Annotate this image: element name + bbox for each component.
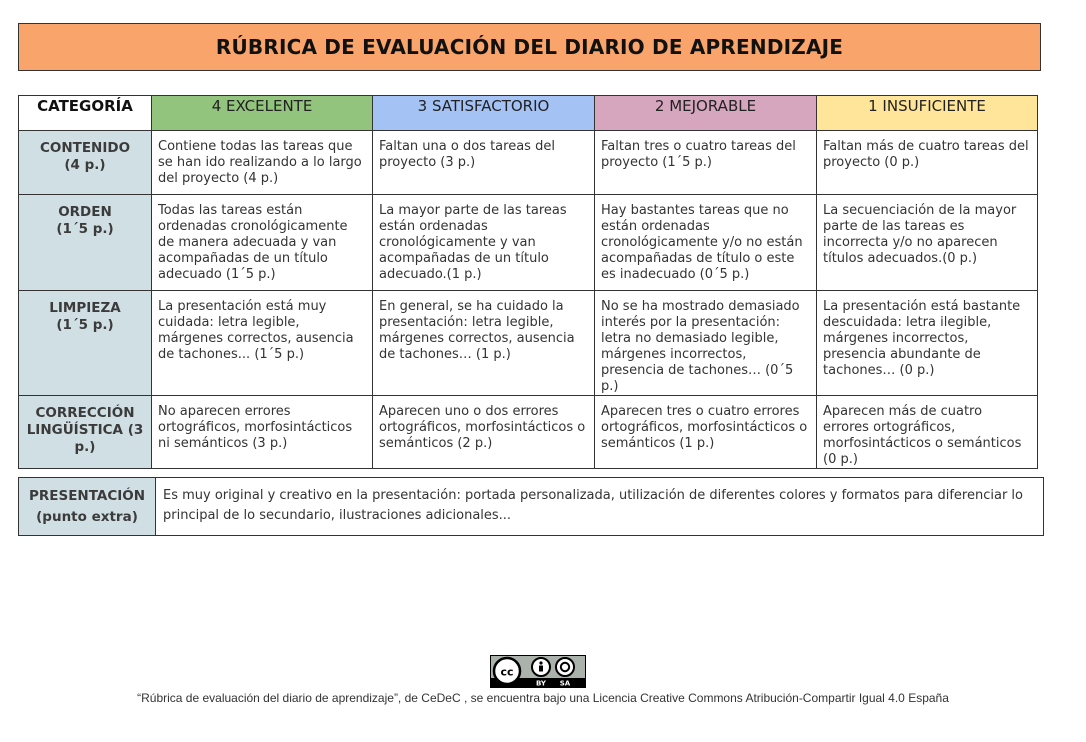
rubric-cell: La presentación está muy cuidada: letra legible, márgenes correctos, ausencia de tachones... (1´5 p.) [152, 291, 373, 396]
row-category-correccion [19, 396, 152, 469]
license-notice: “Rúbrica de evaluación del diario de aprendizaje”, de CeDeC , se encuentra bajo una Licencia Creative Commons Atribución-Compartir Igual 4.0 España [137, 691, 949, 705]
table-row [19, 291, 1038, 396]
extra-point-table [18, 477, 1044, 536]
header-row [19, 96, 1038, 131]
rubric-cell: Contiene todas las tareas que se han ido realizando a lo largo del proyecto (4 p.) [152, 131, 373, 195]
row-category-contenido [19, 131, 152, 195]
category-points: (1´5 p.) [56, 221, 114, 237]
rubric-cell: No aparecen errores ortográficos, morfosintácticos ni semánticos (3 p.) [152, 396, 373, 469]
category-points: (4 p.) [64, 157, 106, 173]
category-points: (punto extra) [36, 508, 138, 525]
creative-commons-badge[interactable] [490, 655, 586, 688]
rubric-cell: Hay bastantes tareas que no están ordenadas cronológicamente y/o no están acompañadas de título o este es inadecuado (0´5 p.) [595, 195, 817, 291]
category-name: CONTENIDO [39, 140, 131, 156]
row-category-orden [19, 195, 152, 291]
rubric-cell: Faltan más de cuatro tareas del proyecto (0 p.) [817, 131, 1038, 195]
badge-by-label: BY [535, 679, 547, 687]
attribution-head [539, 661, 542, 664]
level-header-insuficiente: 1 INSUFICIENTE [817, 96, 1038, 131]
table-row [19, 195, 1038, 291]
rubric-cell: La secuenciación de la mayor parte de las tareas es incorrecta y/o no aparecen títulos adecuados.(0 p.) [817, 195, 1038, 291]
level-header-satisfactorio: 3 SATISFACTORIO [373, 96, 595, 131]
rubric-cell: Aparecen más de cuatro errores ortográficos, morfosintácticos o semánticos (0 p.) [817, 396, 1038, 469]
rubric-cell: Faltan una o dos tareas del proyecto (3 p.) [373, 131, 595, 195]
category-name: CORRECCIÓN LINGÜÍSTICA (3 p.) [26, 405, 144, 455]
rubric-cell: Faltan tres o cuatro tareas del proyecto (1´5 p.) [595, 131, 817, 195]
title-banner [18, 23, 1041, 71]
level-header-mejorable: 2 MEJORABLE [595, 96, 817, 131]
category-name: ORDEN [58, 204, 112, 220]
cc-by-sa-logo-icon [491, 656, 585, 687]
category-name: LIMPIEZA [49, 300, 121, 316]
badge-sa-label: SA [559, 679, 571, 687]
rubric-cell: En general, se ha cuidado la presentación: letra legible, márgenes correctos, ausencia de tachones… (1 p.) [373, 291, 595, 396]
rubric-cell: Aparecen uno o dos errores ortográficos, morfosintácticos o semánticos (2 p.) [373, 396, 595, 469]
table-row [19, 478, 1044, 536]
rubric-cell: Todas las tareas están ordenadas cronológicamente de manera adecuada y van acompañadas de un título adecuado (1´5 p.) [152, 195, 373, 291]
page-title: RÚBRICA DE EVALUACIÓN DEL DIARIO DE APRENDIZAJE [215, 35, 844, 59]
rubric-table [18, 95, 1038, 469]
row-category-limpieza [19, 291, 152, 396]
rubric-cell: La presentación está bastante descuidada: letra ilegible, márgenes incorrectos, presencia abundante de tachones… (0 p.) [817, 291, 1038, 396]
rubric-cell: La mayor parte de las tareas están ordenadas cronológicamente y van acompañadas de un título adecuado.(1 p.) [373, 195, 595, 291]
rubric-cell: Es muy original y creativo en la presentación: portada personalizada, utilización de diferentes colores y formatos para diferenciar lo principal de lo secundario, ilustraciones adicionales... [156, 478, 1044, 536]
share-alike-icon [556, 658, 574, 676]
table-row [19, 131, 1038, 195]
cc-icon-text: cc [500, 665, 514, 679]
category-points: (1´5 p.) [56, 317, 114, 333]
level-header-excelente: 4 EXCELENTE [152, 96, 373, 131]
category-header: CATEGORÍA [19, 96, 152, 131]
table-row [19, 396, 1038, 469]
attribution-body [539, 666, 543, 672]
rubric-cell: Aparecen tres o cuatro errores ortográficos, morfosintácticos o semánticos (1 p.) [595, 396, 817, 469]
row-category-presentacion [19, 478, 156, 536]
rubric-cell: No se ha mostrado demasiado interés por la presentación: letra no demasiado legible, márgenes incorrectos, presencia de tachones… (0´5 p.) [595, 291, 817, 396]
category-name: PRESENTACIÓN [28, 487, 146, 504]
